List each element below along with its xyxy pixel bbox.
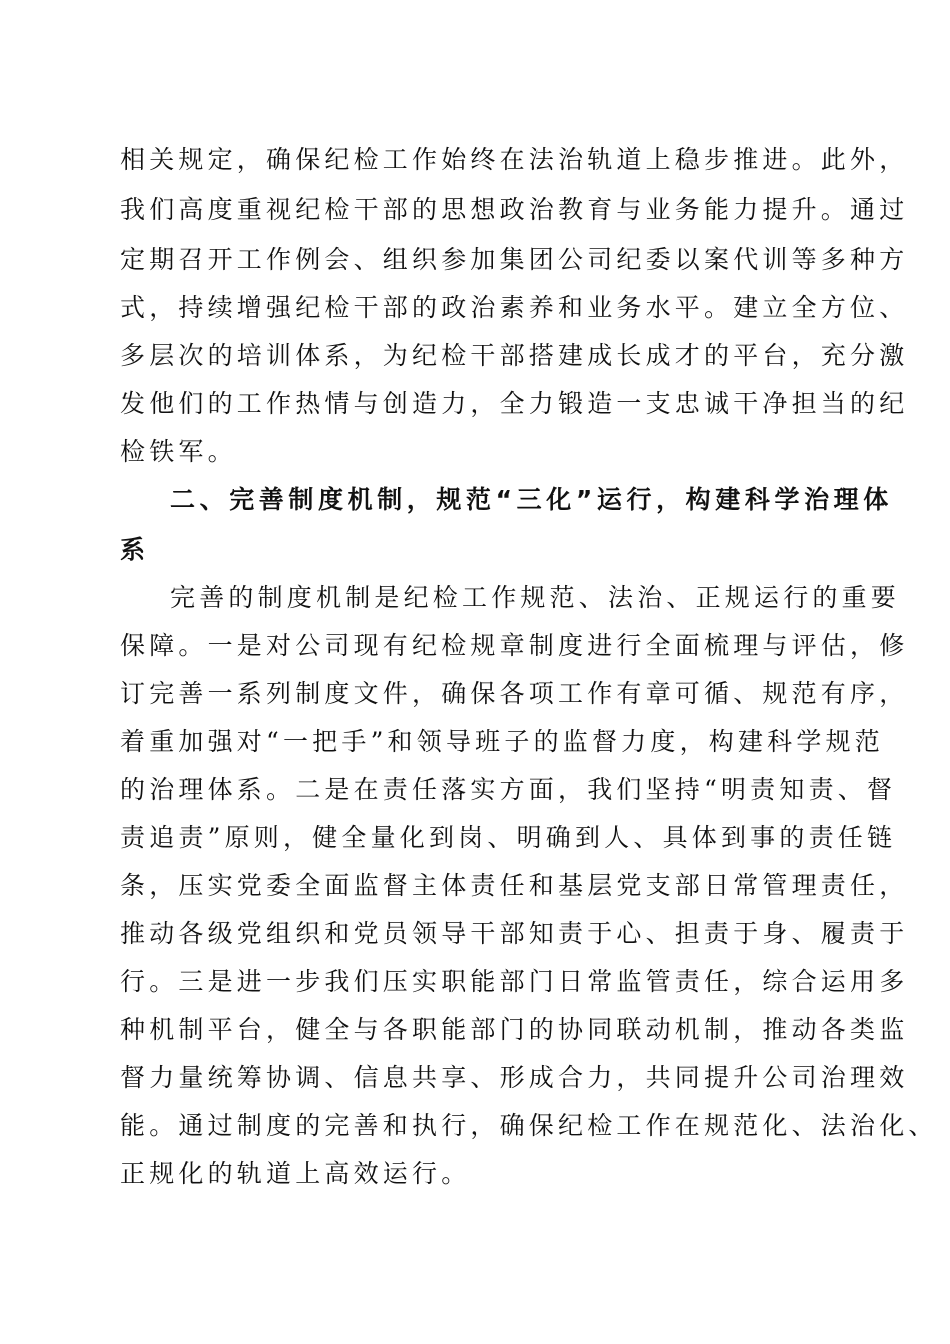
paragraph-2-line-12: 能。通过制度的完善和执行，确保纪检工作在规范化、法治化、 bbox=[120, 1111, 938, 1140]
paragraph-2-line-5: 的治理体系。二是在责任落实方面，我们坚持“明责知责、督 bbox=[120, 775, 897, 804]
paragraph-2-line-2: 保障。一是对公司现有纪检规章制度进行全面梳理与评估，修 bbox=[120, 631, 909, 660]
paragraph-1-line-1: 相关规定，确保纪检工作始终在法治轨道上稳步推进。此外， bbox=[120, 145, 909, 174]
paragraph-1-line-3: 定期召开工作例会、组织参加集团公司纪委以案代训等多种方 bbox=[120, 245, 909, 274]
paragraph-2-line-3: 订完善一系列制度文件，确保各项工作有章可循、规范有序， bbox=[120, 679, 909, 708]
paragraph-2-line-4: 着重加强对“一把手”和领导班子的监督力度，构建科学规范 bbox=[120, 727, 884, 756]
paragraph-2-line-8: 推动各级党组织和党员领导干部知责于心、担责于身、履责于 bbox=[120, 919, 909, 948]
paragraph-2-line-1: 完善的制度机制是纪检工作规范、法治、正规运行的重要 bbox=[170, 583, 901, 612]
paragraph-2-line-7: 条，压实党委全面监督主体责任和基层党支部日常管理责任， bbox=[120, 871, 909, 900]
paragraph-1-line-4: 式，持续增强纪检干部的政治素养和业务水平。建立全方位、 bbox=[120, 293, 909, 322]
paragraph-2-line-10: 种机制平台，健全与各职能部门的协同联动机制，推动各类监 bbox=[120, 1015, 909, 1044]
paragraph-2-line-11: 督力量统筹协调、信息共享、形成合力，共同提升公司治理效 bbox=[120, 1063, 909, 1092]
paragraph-1-line-5: 多层次的培训体系，为纪检干部搭建成长成才的平台，充分激 bbox=[120, 341, 909, 370]
paragraph-2-line-6: 责追责”原则，健全量化到岗、明确到人、具体到事的责任链 bbox=[120, 823, 897, 852]
paragraph-1-line-7: 检铁军。 bbox=[120, 437, 237, 466]
paragraph-2-line-9: 行。三是进一步我们压实职能部门日常监管责任，综合运用多 bbox=[120, 967, 909, 996]
section-heading-line-1: 二、完善制度机制，规范“三化”运行，构建科学治理体 bbox=[170, 485, 893, 514]
paragraph-1-line-2: 我们高度重视纪检干部的思想政治教育与业务能力提升。通过 bbox=[120, 195, 909, 224]
section-heading-line-2: 系 bbox=[120, 535, 150, 564]
paragraph-1-line-6: 发他们的工作热情与创造力，全力锻造一支忠诚干净担当的纪 bbox=[120, 389, 909, 418]
paragraph-2-line-13: 正规化的轨道上高效运行。 bbox=[120, 1159, 471, 1188]
